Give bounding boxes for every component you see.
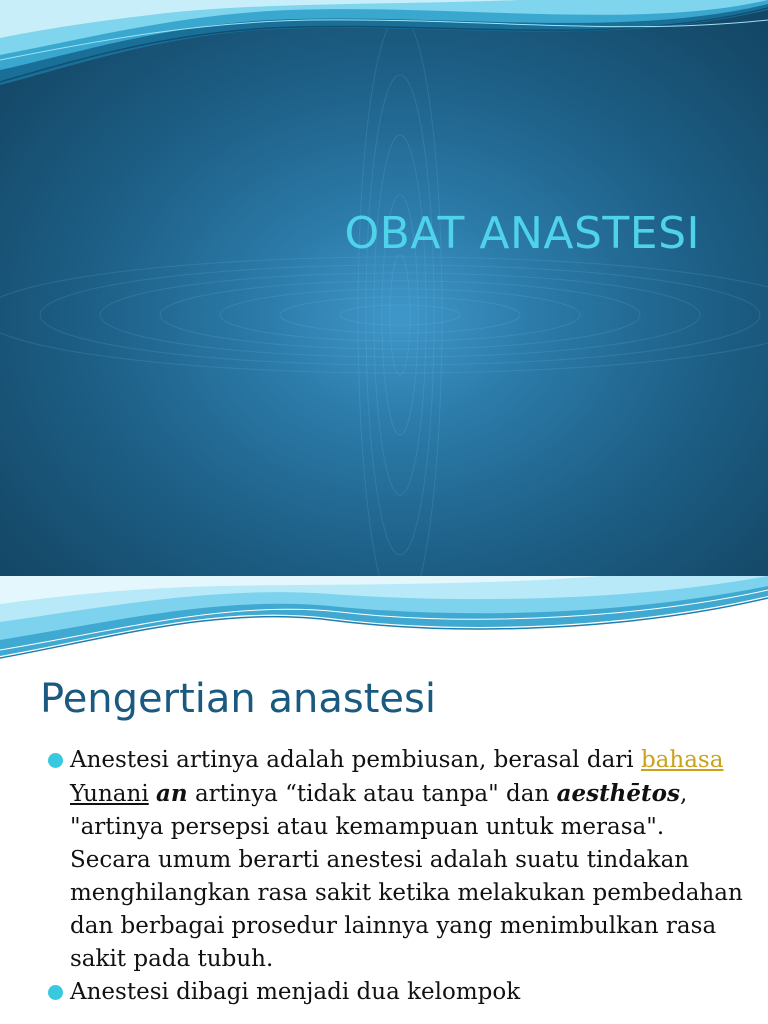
top-wave-decoration xyxy=(0,576,768,676)
term-aesthetos: aesthētos xyxy=(556,780,680,807)
slide-title: OBAT ANASTESI xyxy=(344,208,700,259)
top-wave-decoration xyxy=(0,0,768,110)
list-item: Anestesi artinya adalah pembiusan, berasal dari bahasa Yunani an artinya “tidak atau tanpa" dan aesthētos, "artinya persepsi atau kemampuan untuk merasa". Secara umum berarti anestesi adalah suatu tindakan menghilangkan rasa sakit ketika melakukan pembedahan dan berbagai prosedur lainnya yang menimbulkan rasa sakit pada tubuh. xyxy=(48,744,748,976)
list-item: Anestesi dibagi menjadi dua kelompok xyxy=(48,976,748,1009)
term-an: an xyxy=(156,780,188,807)
bullet-dot-icon xyxy=(48,753,63,768)
bullet-dot-icon xyxy=(48,985,63,1000)
content-slide xyxy=(0,576,768,1024)
bullet-list xyxy=(48,744,748,1009)
section-heading: Pengertian anastesi xyxy=(40,676,436,722)
link-bahasa[interactable]: bahasa xyxy=(640,747,724,773)
link-yunani[interactable]: Yunani xyxy=(70,781,149,807)
